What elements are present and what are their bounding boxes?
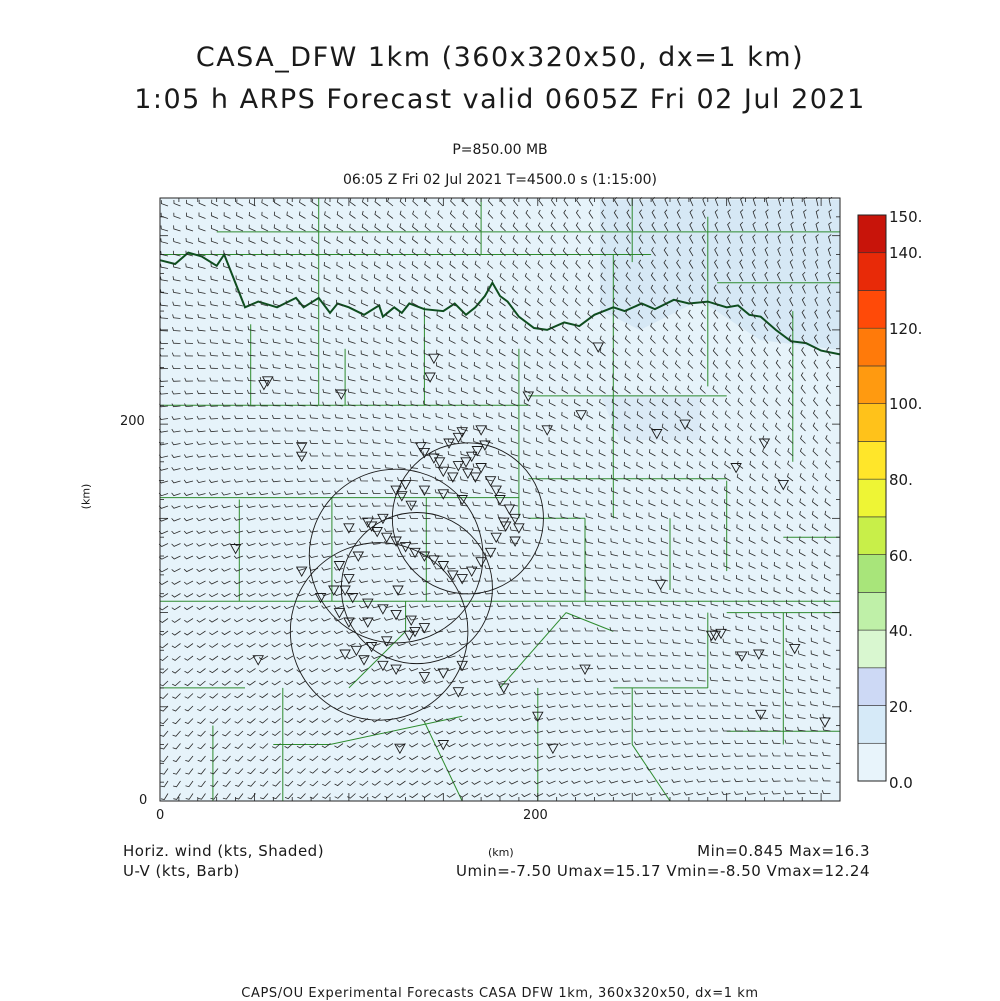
x-axis-label: (km) — [488, 846, 514, 859]
colorbar-segment — [858, 592, 886, 630]
colorbar-label-120: 120. — [889, 320, 923, 338]
colorbar-segment — [858, 404, 886, 442]
x-tick-200: 200 — [523, 808, 548, 823]
plot-content — [159, 197, 886, 801]
colorbar-segment — [858, 479, 886, 517]
title-line-2: 1:05 h ARPS Forecast valid 0605Z Fri 02 Jul 2021 — [134, 84, 866, 115]
field-min-max: Min=0.845 Max=16.3 — [697, 842, 870, 860]
field-uv-range: Umin=-7.50 Umax=15.17 Vmin=-8.50 Vmax=12.24 — [456, 862, 870, 880]
field-barb-label: U-V (kts, Barb) — [123, 862, 240, 880]
footer-credit: CAPS/OU Experimental Forecasts CASA DFW 1km, 360x320x50, dx=1 km — [241, 986, 759, 1001]
colorbar-label-40: 40. — [889, 622, 913, 640]
colorbar-segment — [858, 630, 886, 668]
colorbar-segment — [858, 290, 886, 328]
x-tick-0: 0 — [156, 808, 165, 823]
colorbar-segment — [858, 743, 886, 781]
field-shaded-label: Horiz. wind (kts, Shaded) — [123, 842, 325, 860]
colorbar-label-20: 20. — [889, 698, 913, 716]
colorbar-segment — [858, 328, 886, 366]
colorbar-segment — [858, 706, 886, 744]
colorbar-segment — [858, 215, 886, 253]
colorbar-segment — [858, 253, 886, 291]
colorbar-label-60: 60. — [889, 547, 913, 565]
colorbar-label-140: 140. — [889, 244, 923, 262]
colorbar-segment — [858, 517, 886, 555]
valid-time: 06:05 Z Fri 02 Jul 2021 T=4500.0 s (1:15:00) — [342, 172, 657, 188]
y-tick-0: 0 — [139, 793, 148, 808]
colorbar-label-150: 150. — [889, 208, 923, 226]
colorbar-label-0: 0.0 — [889, 774, 913, 792]
pressure-level: P=850.00 MB — [452, 142, 548, 158]
colorbar-segment — [858, 668, 886, 706]
colorbar-segment — [858, 555, 886, 593]
colorbar-segment — [858, 441, 886, 479]
colorbar-label-100: 100. — [889, 395, 923, 413]
title-line-1: CASA_DFW 1km (360x320x50, dx=1 km) — [195, 42, 805, 73]
y-tick-200: 200 — [120, 414, 145, 429]
colorbar-label-80: 80. — [889, 471, 913, 489]
y-axis-label: (km) — [79, 483, 93, 510]
colorbar-segment — [858, 366, 886, 404]
